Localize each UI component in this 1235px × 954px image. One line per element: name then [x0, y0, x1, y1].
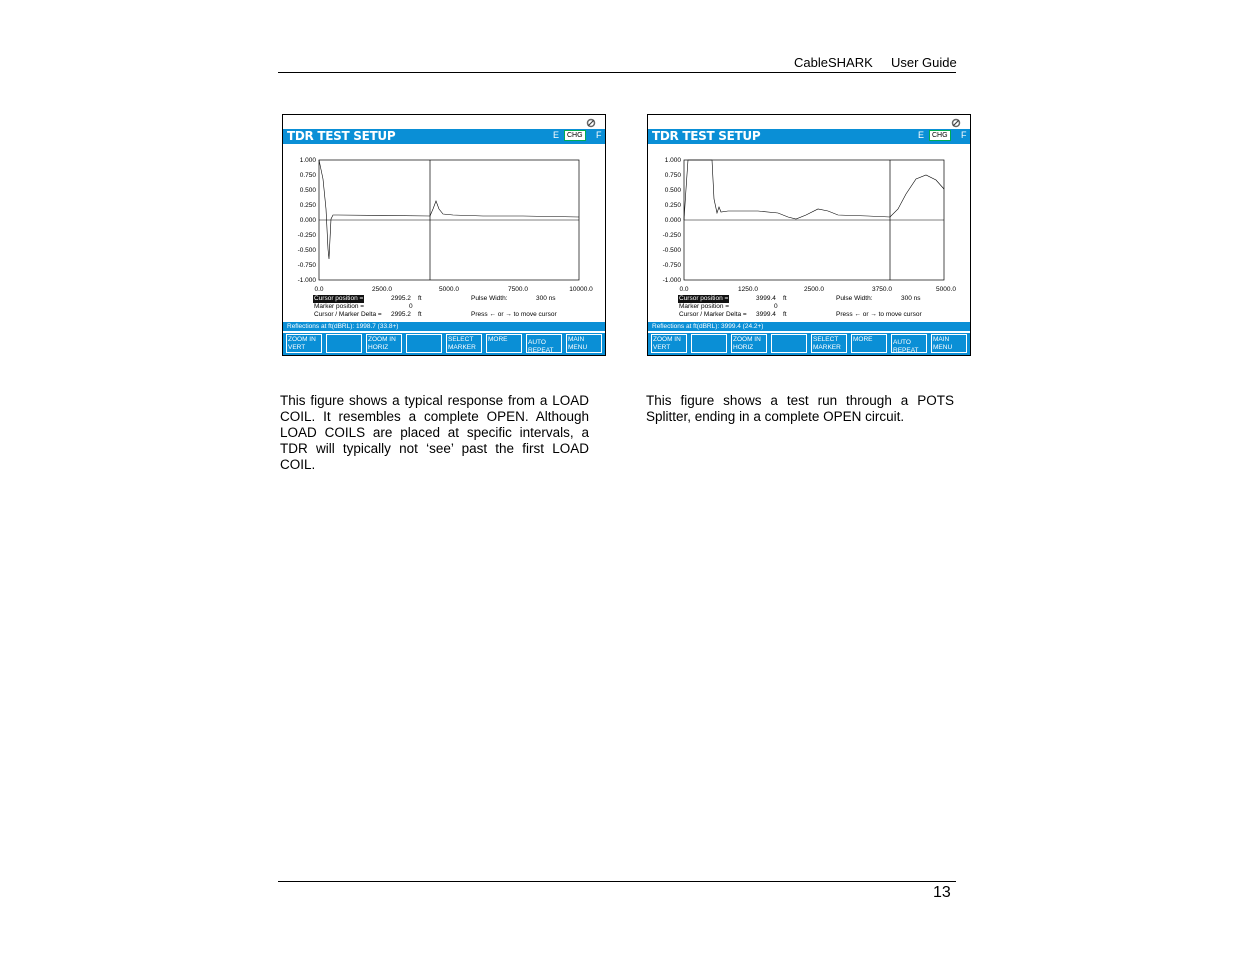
- marker-position-value: 0: [774, 303, 778, 310]
- cursor-position-value: 2995.2: [391, 295, 411, 302]
- y-tick-label: 0.750: [664, 172, 681, 179]
- tdr-plot: [648, 149, 970, 294]
- y-tick-label: -0.500: [662, 247, 681, 254]
- zoom-in-horiz-key[interactable]: ZOOM IN HORIZ: [731, 334, 767, 353]
- pulse-width-label: Pulse Width:: [471, 295, 508, 302]
- pulse-width-label: Pulse Width:: [836, 295, 873, 302]
- tdr-plot: [283, 149, 605, 294]
- more-key[interactable]: MORE: [851, 334, 887, 353]
- blank-key[interactable]: [771, 334, 807, 353]
- main-menu-key[interactable]: MAIN MENU: [931, 334, 967, 353]
- y-tick-label: 0.250: [664, 202, 681, 209]
- y-tick-label: 0.000: [299, 217, 316, 224]
- screenshot-pots-splitter: [647, 114, 971, 356]
- softkey-bar: [283, 333, 605, 355]
- delta-unit: ft: [418, 311, 422, 318]
- y-tick-label: 0.500: [664, 187, 681, 194]
- screenshot-load-coil: [282, 114, 606, 356]
- cursor-position-unit: ft: [418, 295, 422, 302]
- delta-value: 2995.2: [391, 311, 411, 318]
- trace: [319, 160, 579, 259]
- x-tick-labels: [679, 286, 956, 293]
- y-tick-labels: [298, 157, 317, 284]
- f-label: F: [596, 130, 602, 140]
- reflections-text: Reflections at ft(dBRL): 3999.4 (24.2+): [652, 323, 764, 330]
- title-bar: [648, 129, 970, 144]
- y-tick-label: -1.000: [662, 277, 681, 284]
- chg-indicator: CHG: [564, 130, 586, 141]
- y-tick-label: 0.500: [299, 187, 316, 194]
- reflections-text: Reflections at ft(dBRL): 1998.7 (33.8+): [287, 323, 399, 330]
- caption-pots-splitter: This figure shows a test run through a POTS Splitter, ending in a complete OPEN circuit.: [646, 393, 954, 424]
- x-tick-label: 5000.0: [439, 286, 459, 293]
- blank-key[interactable]: [326, 334, 362, 353]
- delta-unit: ft: [783, 311, 787, 318]
- x-tick-label: 2500.0: [372, 286, 392, 293]
- x-tick-label: 1250.0: [738, 286, 758, 293]
- cursor-position-value: 3999.4: [756, 295, 776, 302]
- more-key[interactable]: MORE: [486, 334, 522, 353]
- settings-icon: [585, 117, 597, 129]
- auto-repeat-key[interactable]: AUTO REPEAT: [891, 334, 927, 353]
- softkey-bar: [648, 333, 970, 355]
- y-tick-label: -0.750: [662, 262, 681, 269]
- move-cursor-hint: Press ← or → to move cursor: [471, 311, 557, 318]
- x-tick-label: 0.0: [314, 286, 324, 293]
- footer-rule: [278, 881, 956, 882]
- x-tick-label: 7500.0: [508, 286, 528, 293]
- y-tick-label: -0.500: [297, 247, 316, 254]
- move-cursor-hint: Press ← or → to move cursor: [836, 311, 922, 318]
- delta-label: Cursor / Marker Delta =: [679, 311, 747, 318]
- zoom-in-vert-key[interactable]: ZOOM IN VERT: [651, 334, 687, 353]
- select-marker-key[interactable]: SELECT MARKER: [446, 334, 482, 353]
- x-tick-label: 2500.0: [804, 286, 824, 293]
- main-menu-key[interactable]: MAIN MENU: [566, 334, 602, 353]
- pulse-width-value: 300 ns: [901, 295, 921, 302]
- x-tick-label: 0.0: [679, 286, 689, 293]
- settings-icon: [950, 117, 962, 129]
- y-tick-label: -1.000: [297, 277, 316, 284]
- delta-value: 3999.4: [756, 311, 776, 318]
- e-label: E: [553, 130, 560, 140]
- screen-title: TDR TEST SETUP: [652, 129, 761, 143]
- zoom-in-vert-key[interactable]: ZOOM IN VERT: [286, 334, 322, 353]
- blank-key[interactable]: [406, 334, 442, 353]
- auto-repeat-key[interactable]: AUTO REPEAT: [526, 334, 562, 353]
- x-tick-label: 5000.0: [936, 286, 956, 293]
- caption-load-coil: This figure shows a typical response from a LOAD COIL. It resembles a complete OPEN. Although LOAD COILS are placed at specific intervals, a TDR will typically not ‘see’ past the first LOAD COIL.: [280, 393, 589, 472]
- marker-position-label: Marker position =: [314, 303, 365, 310]
- f-label: F: [961, 130, 967, 140]
- x-tick-labels: [314, 286, 593, 293]
- marker-position-label: Marker position =: [679, 303, 730, 310]
- header-product: CableSHARK: [794, 55, 873, 70]
- select-marker-key[interactable]: SELECT MARKER: [811, 334, 847, 353]
- chg-indicator: CHG: [929, 130, 951, 141]
- y-tick-labels: [663, 157, 682, 284]
- header-guide: User Guide: [891, 55, 957, 70]
- reflections-bar: [648, 322, 970, 331]
- y-tick-label: 1.000: [664, 157, 681, 164]
- y-tick-label: -0.250: [297, 232, 316, 239]
- y-tick-label: 1.000: [299, 157, 316, 164]
- marker-position-value: 0: [409, 303, 413, 310]
- blank-key[interactable]: [691, 334, 727, 353]
- reflections-bar: [283, 322, 605, 331]
- trace: [684, 160, 944, 220]
- delta-label: Cursor / Marker Delta =: [314, 311, 382, 318]
- cursor-position-label: Cursor position =: [314, 295, 364, 302]
- zoom-in-horiz-key[interactable]: ZOOM IN HORIZ: [366, 334, 402, 353]
- y-tick-label: 0.750: [299, 172, 316, 179]
- pulse-width-value: 300 ns: [536, 295, 556, 302]
- y-tick-label: 0.250: [299, 202, 316, 209]
- x-tick-label: 3750.0: [872, 286, 892, 293]
- cursor-position-label: Cursor position =: [679, 295, 729, 302]
- y-tick-label: -0.750: [297, 262, 316, 269]
- title-bar: [283, 129, 605, 144]
- e-label: E: [918, 130, 925, 140]
- page-number: 13: [933, 884, 951, 901]
- y-tick-label: 0.000: [664, 217, 681, 224]
- cursor-position-unit: ft: [783, 295, 787, 302]
- y-tick-label: -0.250: [662, 232, 681, 239]
- x-tick-label: 10000.0: [569, 286, 593, 293]
- header-rule: [278, 72, 956, 73]
- screen-title: TDR TEST SETUP: [287, 129, 396, 143]
